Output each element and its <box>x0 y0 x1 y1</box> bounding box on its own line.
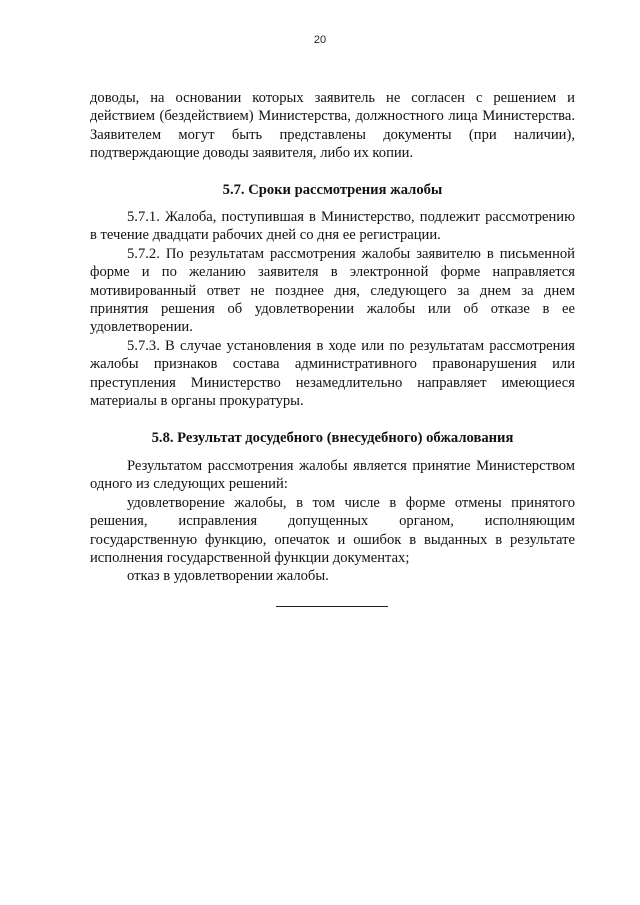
section-5-8-heading: 5.8. Результат досудебного (внесудебного) обжалования <box>151 429 514 446</box>
section-5-7-heading: 5.7. Сроки рассмотрения жалобы <box>222 181 443 198</box>
clause-5-7-1: 5.7.1. Жалоба, поступившая в Министерство, подлежит рассмотрению в течение двадцати рабочих дней со дня ее регистрации. <box>90 209 575 244</box>
document-body <box>90 89 575 586</box>
section-5-8-intro: Результатом рассмотрения жалобы является принятие Министерством одного из следующих решений: <box>90 457 575 493</box>
intro-paragraph: доводы, на основании которых заявитель не согласен с решением и действием (бездействием) Министерства, должностного лица Министерства. Заявителем могут быть представлены документы (при наличии), подтверждающие доводы заявителя, либо их копии. <box>90 90 575 162</box>
clause-5-7-2: 5.7.2. По результатам рассмотрения жалобы заявителю в письменной форме и по желанию заявителя в электронной форме направляется мотивированный ответ не позднее дня, следующего за днем за днем принятия решения об удовлетворении жалобы или об отказе в ее удовлетворении. <box>90 245 575 336</box>
clause-5-7-3: 5.7.3. В случае установления в ходе или по результатам рассмотрения жалобы признаков состава административного правонарушения или преступления Министерство незамедлительно направляет имеющиеся материалы в органы прокуратуры. <box>90 337 575 410</box>
end-of-text-rule <box>276 606 388 607</box>
decision-option-satisfy: удовлетворение жалобы, в том числе в форме отмены принятого решения, исправления допущенных органом, исполняющим государственную функцию, опечаток и ошибок в выданных в результате исполнения государственной функции документах; <box>90 494 575 566</box>
page-number: 20 <box>313 34 327 46</box>
decision-option-refuse: отказ в удовлетворении жалобы. <box>127 568 329 585</box>
